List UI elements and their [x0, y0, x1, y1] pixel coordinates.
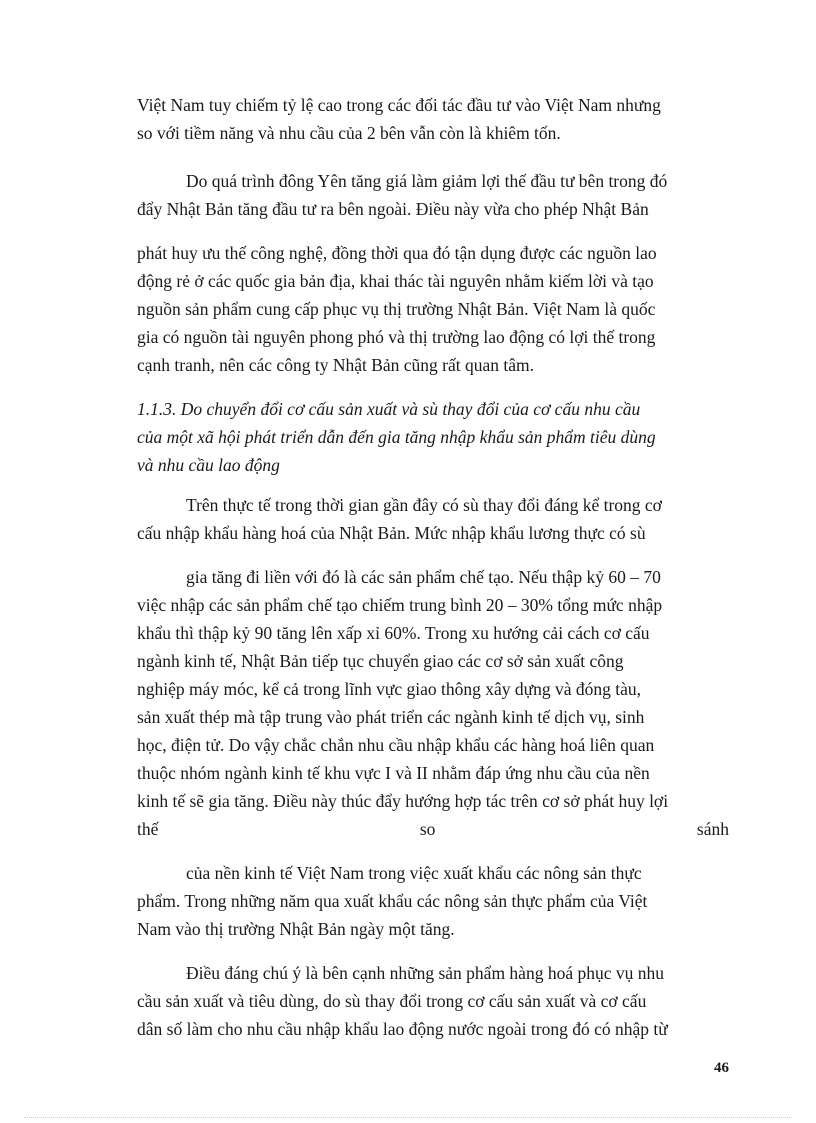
body-text-line: Nam vào thị trường Nhật Bản ngày một tăng.: [137, 919, 455, 939]
spread-text-line: [137, 818, 729, 840]
body-text-line: của nền kinh tế Việt Nam trong việc xuất khẩu các nông sản thực: [186, 863, 642, 883]
body-text-line: cạnh tranh, nên các công ty Nhật Bản cũng rất quan tâm.: [137, 355, 535, 375]
body-text-line: gia tăng đi liền với đó là các sản phẩm chế tạo. Nếu thập kỷ 60 – 70: [186, 567, 661, 587]
body-text-line: thuộc nhóm ngành kinh tế khu vực I và II nhằm đáp ứng nhu cầu của nền: [137, 763, 650, 783]
spread-word: so: [419, 819, 436, 839]
spread-word: thế: [137, 819, 159, 839]
body-text-line: cấu nhập khẩu hàng hoá của Nhật Bản. Mức nhập khẩu lương thực có sù: [137, 523, 646, 543]
section-heading-line: của một xã hội phát triển dẫn đến gia tăng nhập khẩu sản phẩm tiêu dùng: [137, 427, 656, 447]
body-text-line: gia có nguồn tài nguyên phong phó và thị trường lao động có lợi thế trong: [137, 327, 656, 347]
body-text-line: Việt Nam tuy chiếm tỷ lệ cao trong các đối tác đầu tư vào Việt Nam nhưng: [137, 95, 661, 115]
body-text-line: Điều đáng chú ý là bên cạnh những sản phẩm hàng hoá phục vụ nhu: [186, 963, 664, 983]
body-text-line: phát huy ưu thế công nghệ, đồng thời qua đó tận dụng được các nguồn lao: [137, 243, 657, 263]
body-text-line: ngành kinh tế, Nhật Bản tiếp tục chuyển giao các cơ sở sản xuất công: [137, 651, 624, 671]
body-text-line: nguồn sản phẩm cung cấp phục vụ thị trường Nhật Bản. Việt Nam là quốc: [137, 299, 656, 319]
body-text-line: dân số làm cho nhu cầu nhập khẩu lao động nước ngoài trong đó có nhập từ: [137, 1019, 668, 1039]
body-text-line: phẩm. Trong những năm qua xuất khẩu các nông sản thực phẩm của Việt: [137, 891, 648, 911]
body-text-line: so với tiềm năng và nhu cầu của 2 bên vẫn còn là khiêm tốn.: [137, 123, 561, 143]
body-text-line: việc nhập các sản phẩm chế tạo chiếm trung bình 20 – 30% tổng mức nhập: [137, 595, 663, 615]
body-text-line: khẩu thì thập kỷ 90 tăng lên xấp xỉ 60%. Trong xu hướng cải cách cơ cấu: [137, 623, 650, 643]
body-text-line: động rẻ ở các quốc gia bản địa, khai thác tài nguyên nhằm kiếm lời và tạo: [137, 271, 654, 291]
spread-word: sánh: [696, 819, 729, 839]
footer-divider: [24, 1117, 792, 1118]
body-text-line: nghiệp máy móc, kể cả trong lĩnh vực giao thông xây dựng và đóng tàu,: [137, 679, 641, 699]
section-heading-line: và nhu cầu lao động: [137, 455, 280, 475]
body-text-line: Do quá trình đông Yên tăng giá làm giảm lợi thế đầu tư bên trong đó: [186, 171, 668, 191]
body-text-line: Trên thực tế trong thời gian gần đây có sù thay đổi đáng kể trong cơ: [186, 495, 662, 515]
body-text-line: sản xuất thép mà tập trung vào phát triển các ngành kinh tế dịch vụ, sinh: [137, 707, 645, 727]
body-text-line: cầu sản xuất và tiêu dùng, do sù thay đổi trong cơ cấu sản xuất và cơ cấu: [137, 991, 647, 1011]
page-number: 46: [714, 1060, 729, 1076]
section-heading-line: 1.1.3. Do chuyển đổi cơ cấu sản xuất và sù thay đổi của cơ cấu nhu cầu: [137, 399, 641, 419]
body-text-line: kinh tế sẽ gia tăng. Điều này thúc đẩy hướng hợp tác trên cơ sở phát huy lợi: [137, 791, 669, 811]
body-text-line: học, điện tử. Do vậy chắc chắn nhu cầu nhập khẩu các hàng hoá liên quan: [137, 735, 655, 755]
body-text-line: đẩy Nhật Bản tăng đầu tư ra bên ngoài. Điều này vừa cho phép Nhật Bản: [137, 199, 649, 219]
